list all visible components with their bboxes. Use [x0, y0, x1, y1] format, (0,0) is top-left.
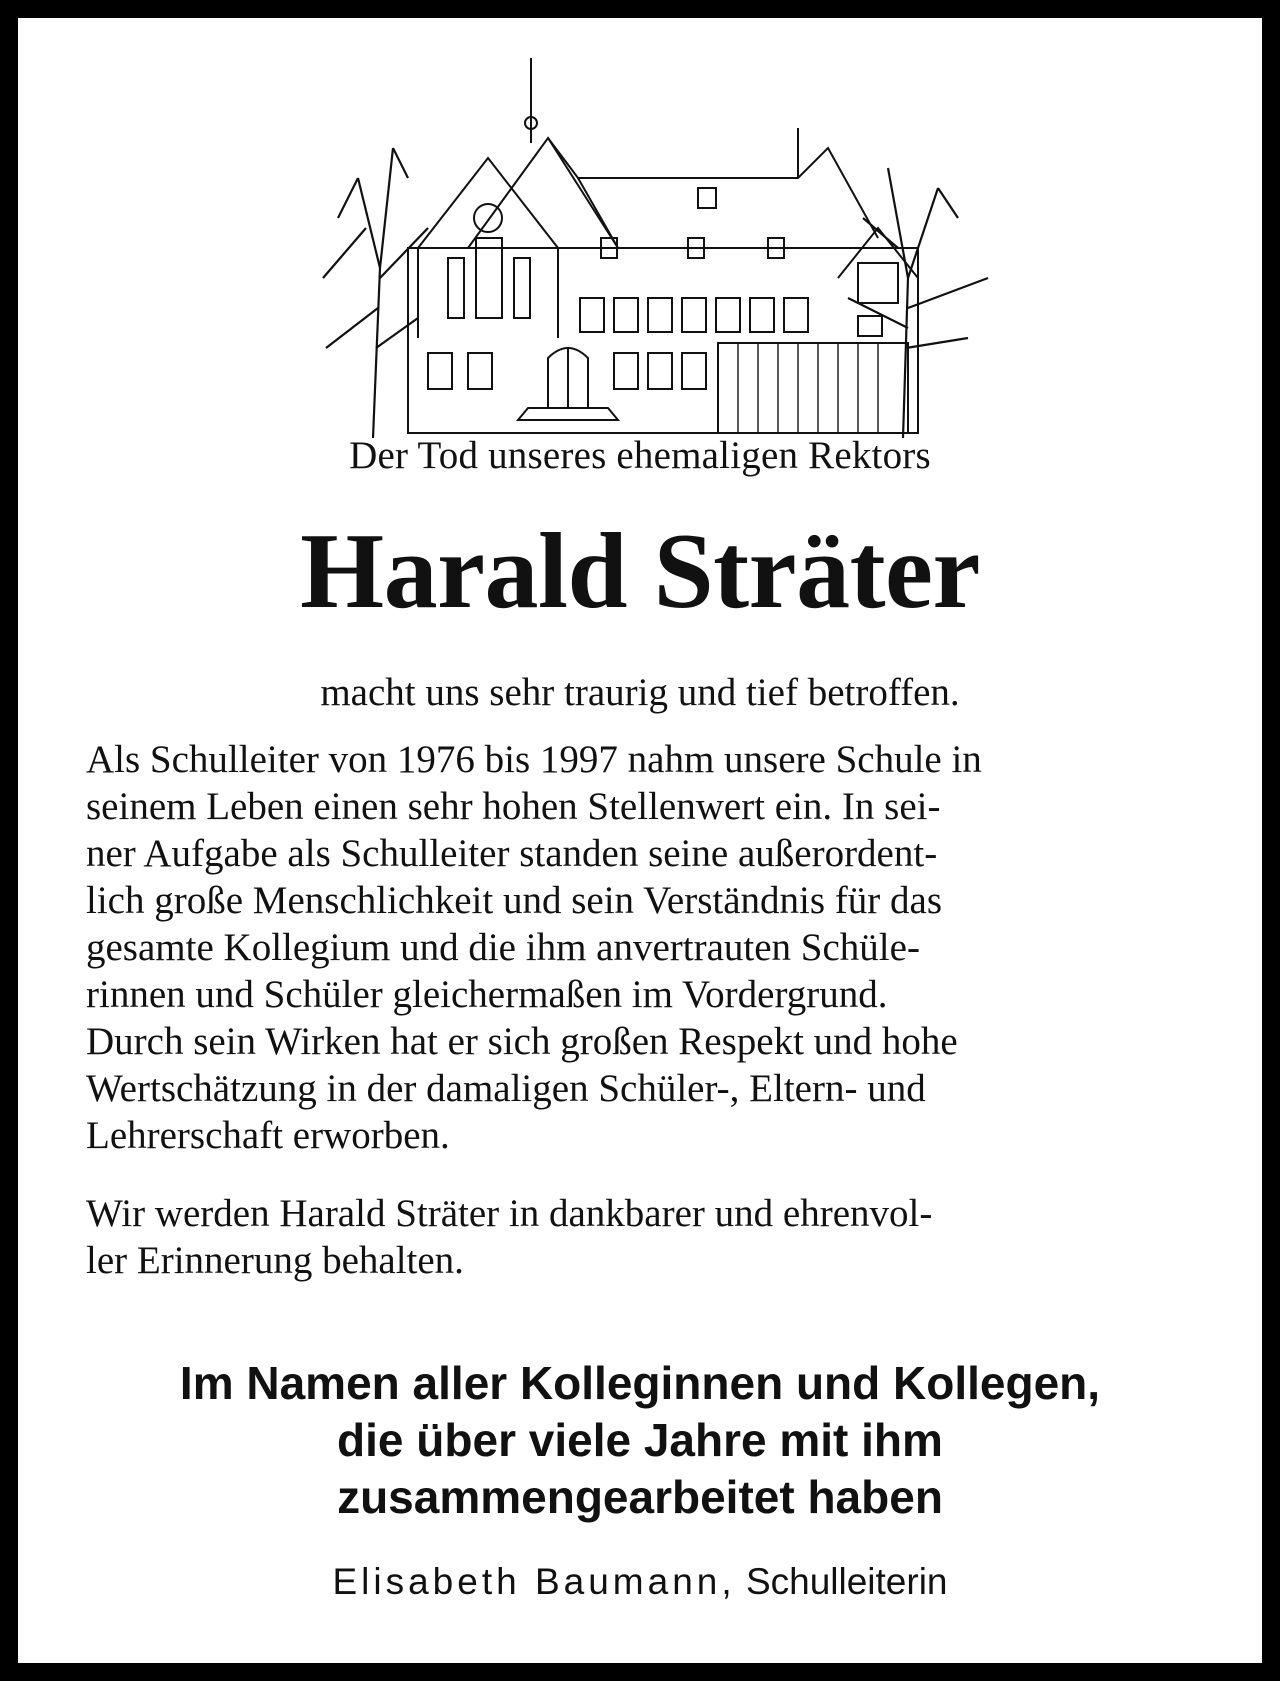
signature-role: Schulleiterin [745, 1561, 948, 1602]
tribute-paragraph [86, 736, 1222, 1159]
paragraph-line: rinnen und Schüler gleichermaßen im Vordergrund. [86, 973, 888, 1016]
lead-line: macht uns sehr traurig und tief betroffen. [320, 671, 960, 714]
closing-line: zusammengearbeitet haben [337, 1471, 943, 1523]
paragraph-line: Als Schulleiter von 1976 bis 1997 nahm unsere Schule in [86, 738, 982, 781]
paragraph-line: lich große Menschlichkeit und sein Verständnis für das [86, 879, 943, 922]
paragraph-line: Wertschätzung in der damaligen Schüler-, Eltern- und [86, 1067, 926, 1110]
intro-line: Der Tod unseres ehemaligen Rektors [349, 434, 931, 477]
paragraph-line: Wir werden Harald Sträter in dankbarer und ehrenvol- [86, 1192, 933, 1235]
signature-name: Elisabeth Baumann, [332, 1561, 736, 1602]
paragraph-line: Durch sein Wirken hat er sich großen Respekt und hohe [86, 1020, 958, 1063]
closing-statement [18, 1355, 1262, 1526]
school-building-drawing-icon [318, 48, 998, 443]
paragraph-line: Lehrerschaft erworben. [86, 1114, 450, 1157]
obituary-notice [18, 18, 1262, 1663]
paragraph-line: ler Erinnerung behalten. [86, 1239, 464, 1282]
paragraph-line: ner Aufgabe als Schulleiter standen seine außerordent- [86, 832, 938, 875]
remembrance-paragraph [86, 1190, 1222, 1284]
paragraph-line: seinem Leben einen sehr hohen Stellenwert ein. In sei- [86, 785, 941, 828]
paragraph-line: gesamte Kollegium und die ihm anvertrauten Schüle- [86, 926, 920, 969]
signature [18, 1561, 1262, 1603]
closing-line: die über viele Jahre mit ihm [337, 1414, 943, 1466]
closing-line: Im Namen aller Kolleginnen und Kollegen, [179, 1357, 1101, 1409]
deceased-name: Harald Sträter [300, 512, 980, 631]
